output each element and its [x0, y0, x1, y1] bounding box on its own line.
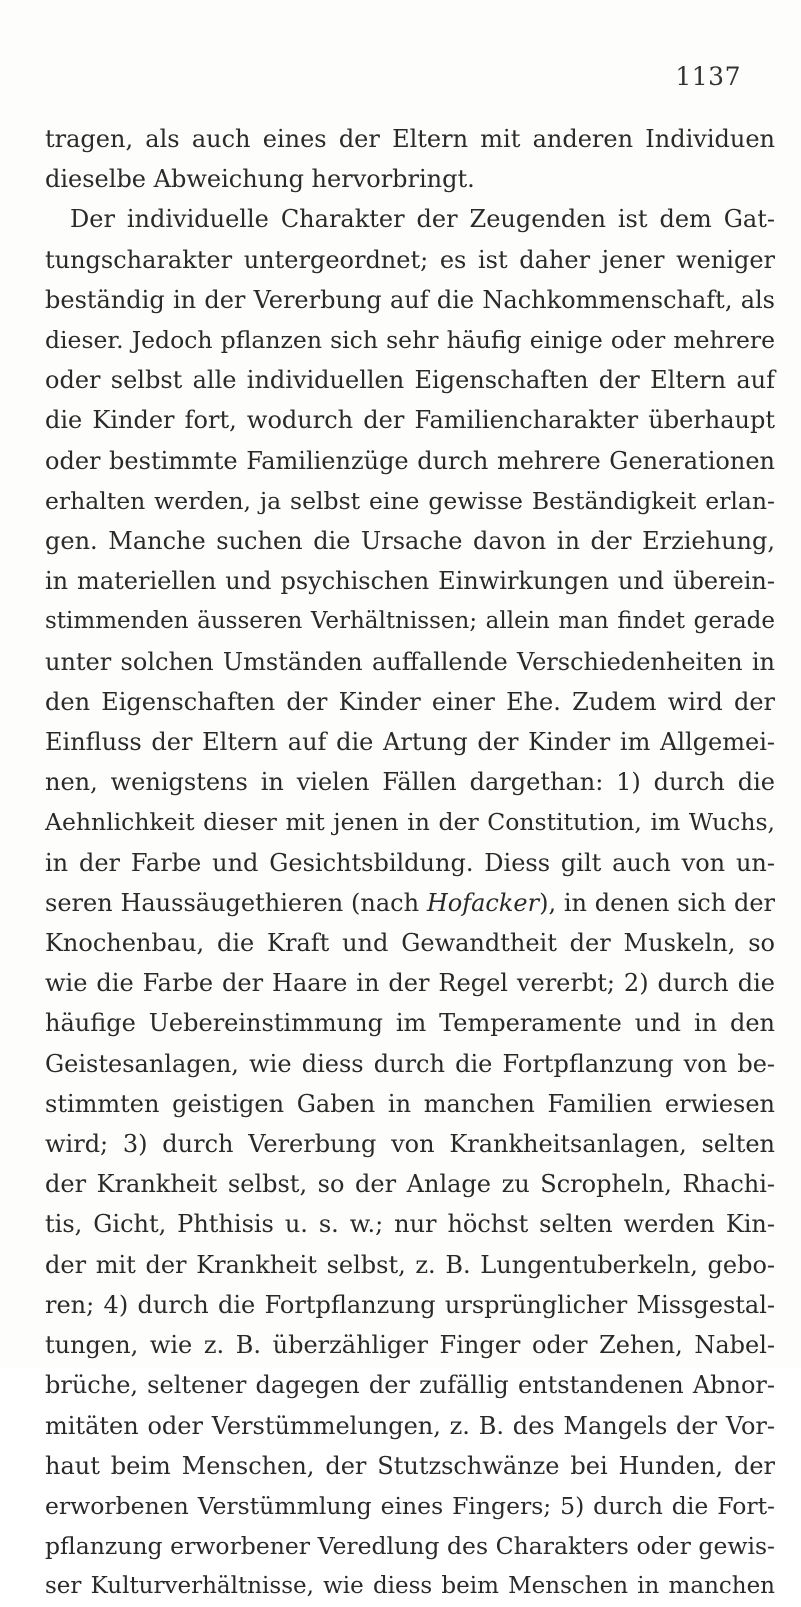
text-line: nen, wenigstens in vielen Fällen dargethan: 1) durch die	[45, 768, 775, 797]
text-line: beständig in der Vererbung auf die Nachkommenschaft, als	[45, 285, 775, 314]
text-line: häufige Uebereinstimmung im Temperamente und in den	[45, 1009, 775, 1038]
text-line: tis, Gicht, Phthisis u. s. w.; nur höchst selten werden Kin-	[45, 1210, 775, 1239]
text-line: Geistesanlagen, wie diess durch die Fortpflanzung von be-	[45, 1049, 775, 1078]
text-line: tragen, als auch eines der Eltern mit anderen Individuen	[45, 125, 775, 153]
text-line-with-citation	[45, 883, 775, 923]
text-line: den Eigenschaften der Kinder einer Ehe. Zudem wird der	[45, 687, 775, 716]
text-line: Einfluss der Eltern auf die Artung der Kinder im Allgemei-	[45, 728, 775, 757]
text-line: gen. Manche suchen die Ursache davon in der Erziehung,	[45, 527, 775, 556]
body-text	[45, 119, 775, 1607]
text-line: oder selbst alle individuellen Eigenschaften der Eltern auf	[45, 366, 775, 395]
text-line: in der Farbe und Gesichtsbildung. Diess gilt auch von un-	[45, 848, 775, 877]
text-segment: ), in denen sich der	[539, 888, 775, 917]
text-line: tungscharakter untergeordnet; es ist daher jener weniger	[45, 245, 775, 274]
text-line: der Krankheit selbst, so der Anlage zu Scropheln, Rhachi-	[45, 1170, 775, 1199]
text-line: ren; 4) durch die Fortpflanzung ursprünglicher Missgestal-	[45, 1290, 775, 1319]
text-line: der mit der Krankheit selbst, z. B. Lungentuberkeln, gebo-	[45, 1250, 775, 1279]
cited-author-name: Hofacker	[426, 888, 540, 917]
text-line: in materiellen und psychischen Einwirkungen und überein-	[45, 567, 775, 596]
text-line: erhalten werden, ja selbst eine gewisse Beständigkeit erlan-	[45, 486, 775, 515]
text-line: mitäten oder Verstümmelungen, z. B. des Mangels der Vor-	[45, 1411, 775, 1440]
text-segment: seren Haussäugethieren (nach	[45, 888, 427, 917]
text-line: die Kinder fort, wodurch der Familiencharakter überhaupt	[45, 406, 775, 435]
text-line: dieselbe Abweichung hervorbringt.	[45, 165, 475, 194]
text-line: oder bestimmte Familienzüge durch mehrere Generationen	[45, 446, 775, 475]
text-line: Aehnlichkeit dieser mit jenen in der Constitution, im Wuchs,	[45, 808, 775, 837]
text-line: stimmenden äusseren Verhältnissen; allein man findet gerade	[45, 608, 775, 635]
text-line: wird; 3) durch Vererbung von Krankheitsanlagen, selten	[45, 1130, 775, 1159]
text-line: erworbenen Verstümmlung eines Fingers; 5) durch die Fort-	[45, 1491, 775, 1520]
text-line: brüche, seltener dagegen der zufällig entstandenen Abnor-	[45, 1371, 775, 1400]
text-line: dieser. Jedoch pflanzen sich sehr häufig einige oder mehrere	[45, 326, 775, 355]
page-number: 1137	[675, 62, 741, 91]
text-line: wie die Farbe der Haare in der Regel vererbt; 2) durch die	[45, 969, 775, 998]
text-line: tungen, wie z. B. überzähliger Finger oder Zehen, Nabel-	[45, 1331, 775, 1360]
text-line: ser Kulturverhältnisse, wie diess beim Menschen in manchen	[45, 1573, 775, 1600]
text-line: haut beim Menschen, der Stutzschwänze bei Hunden, der	[45, 1451, 775, 1480]
text-line: unter solchen Umständen auffallende Verschiedenheiten in	[45, 647, 775, 676]
text-line: stimmten geistigen Gaben in manchen Familien erwiesen	[45, 1089, 775, 1118]
text-line: Knochenbau, die Kraft und Gewandtheit der Muskeln, so	[45, 929, 775, 958]
text-line: pflanzung erworbener Veredlung des Charakters oder gewis-	[45, 1532, 775, 1561]
text-line: Der individuelle Charakter der Zeugenden ist dem Gat-	[70, 205, 775, 234]
